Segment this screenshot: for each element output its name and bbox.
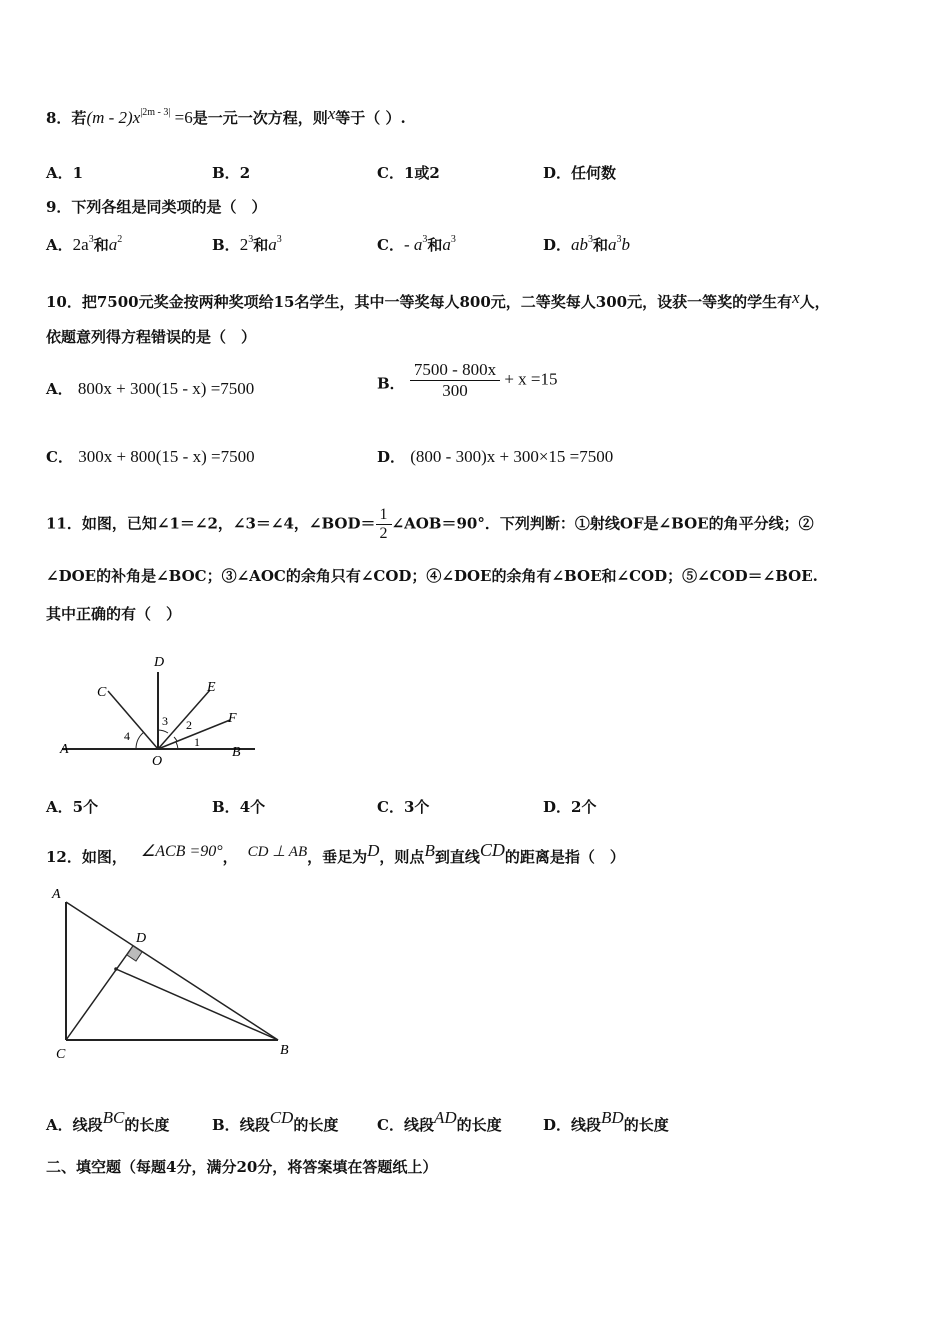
q12-option-a[interactable]: A．线段BC的长度 [46, 1108, 170, 1134]
q10-stem-line1: 10．把7500元奖金按两种奖项给15名学生，其中一等奖每人800元，二等奖每人300元，设获一等奖的学生有x人， [46, 288, 830, 311]
q8-suffix: 等于（ ）. [335, 109, 406, 127]
q9-option-c[interactable]: C．- $a^3$和$a^3$ [377, 234, 456, 254]
q8-equation: (m - 2)x [86, 108, 141, 127]
q8-option-d[interactable]: D．任何数 [543, 164, 617, 182]
section-2-heading: 二、填空题（每题4分，满分20分，将答案填在答题纸上） [46, 1158, 438, 1176]
label-a: A [52, 887, 61, 902]
label-c: C [56, 1047, 66, 1062]
q8-mid: 是一元一次方程，则 [192, 109, 328, 127]
q8-rhs: =6 [170, 108, 193, 127]
label-a: A [60, 742, 69, 757]
ray-oc [108, 691, 158, 749]
q12-angle: ∠ACB =90° [140, 843, 223, 860]
q8-var: x [327, 104, 336, 123]
label-c: C [97, 685, 107, 700]
label-b: B [232, 745, 241, 760]
q12-stem: 12．如图， ∠ACB =90°， CD ⊥ AB，垂足为D，则点B到直线CD的距离是指（ ） [46, 840, 625, 866]
q10-option-c[interactable]: C． 300x + 800(15 - x) =7500 [46, 447, 255, 466]
q8-prefix: 8．若 [46, 109, 87, 127]
angle-label-3: 3 [162, 714, 168, 728]
q8-exponent: |2m - 3| [140, 107, 171, 118]
q11-option-d[interactable]: D．2个 [543, 798, 597, 816]
q9-stem: 9．下列各组是同类项的是（ ） [46, 198, 267, 216]
q9-option-b[interactable]: B．$2^3$和$a^3$ [212, 234, 282, 254]
q9-option-d[interactable]: D．$ab^3$和$a^3b$ [543, 234, 631, 254]
q10-fraction: $\frac{7500 - 800x}{300}$ [410, 360, 500, 401]
q12-figure [48, 882, 298, 1064]
q11-option-b[interactable]: B．4个 [212, 798, 266, 816]
q11-stem-line3: 其中正确的有（ ） [46, 605, 182, 623]
angle-label-2: 2 [186, 718, 192, 732]
q9-option-a[interactable]: A．$2a^3$和$a^2$ [46, 234, 123, 254]
q8-option-a[interactable]: A．1 [46, 164, 84, 182]
q12-option-d[interactable]: D．线段BD的长度 [543, 1108, 669, 1134]
right-angle-mark [127, 946, 142, 961]
label-d: D [136, 931, 147, 946]
q11-stem-line1: 11．如图，已知∠1＝∠2，∠3＝∠4，∠BOD＝ $\frac{1}{2}$ ∠AOB＝90°．下列判断：①射线OF是∠BOE的角平分线；② [46, 506, 814, 542]
q12-option-c[interactable]: C．线段AD的长度 [377, 1108, 502, 1134]
angle-label-4: 4 [124, 729, 130, 743]
segment-b-perp [116, 969, 278, 1040]
q8-option-b[interactable]: B．2 [212, 164, 251, 182]
label-e: E [207, 680, 216, 695]
q11-stem-line2: ∠DOE的补角是∠BOC；③∠AOC的余角只有∠COD；④∠DOE的余角有∠BOE和∠COD；⑤∠COD＝∠BOE. [46, 567, 818, 585]
q10-var: x [792, 288, 800, 307]
q8-option-c[interactable]: C．1或2 [377, 164, 440, 182]
q12-perp: CD ⊥ AB [247, 844, 308, 860]
q11-option-c[interactable]: C．3个 [377, 798, 430, 816]
segment-cd [66, 946, 133, 1040]
q10-option-d[interactable]: D． (800 - 300)x + 300×15 =7500 [377, 447, 614, 466]
label-b: B [280, 1043, 289, 1058]
q11-option-a[interactable]: A．5个 [46, 798, 99, 816]
angle-label-1: 1 [194, 735, 200, 749]
q10-option-a[interactable]: A． 800x + 300(15 - x) =7500 [46, 379, 255, 398]
q12-option-b[interactable]: B．线段CD的长度 [212, 1108, 339, 1134]
label-d: D [154, 655, 165, 670]
q8-stem [46, 104, 406, 128]
q11-figure [50, 648, 290, 770]
q10-option-b[interactable]: B． $\frac{7500 - 800x}{300}$ + x =15 [377, 360, 558, 400]
q10-stem-line2: 依题意列得方程错误的是（ ） [46, 328, 257, 346]
label-f: F [228, 711, 237, 726]
segment-ab [66, 902, 278, 1040]
label-o: O [152, 754, 163, 769]
